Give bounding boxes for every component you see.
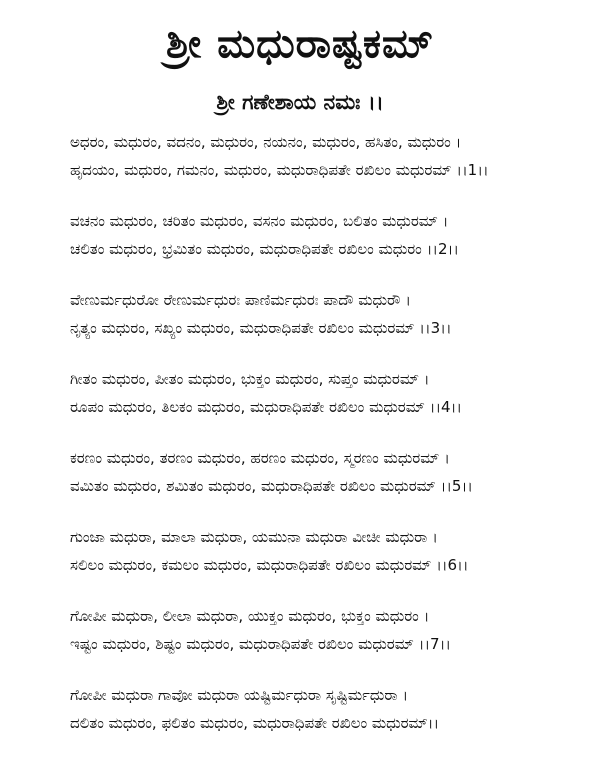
stanza-1 <box>70 128 570 184</box>
document-subtitle: ಶ್ರೀ ಗಣೇಶಾಯ ನಮಃ ।। <box>216 90 384 114</box>
verse-line: ಅಧರಂ, ಮಧುರಂ, ವದನಂ, ಮಧುರಂ, ನಯನಂ, ಮಧುರಂ, ಹಸಿತಂ, ಮಧುರಂ । <box>70 133 462 151</box>
verse-line: ಗೋಪೀ ಮಧುರಾ ಗಾವೋ ಮಧುರಾ ಯಷ್ಟಿರ್ಮಧುರಾ ಸೃಷ್ಟಿರ್ಮಧುರಾ । <box>70 686 409 704</box>
verse-list <box>70 128 570 760</box>
verse-line: ಕರಣಂ ಮಧುರಂ, ತರಣಂ ಮಧುರಂ, ಹರಣಂ ಮಧುರಂ, ಸ್ಮರಣಂ ಮಧುರಮ್ । <box>70 449 450 467</box>
stanza-6 <box>70 523 570 579</box>
stanza-5 <box>70 444 570 500</box>
stanza-4 <box>70 365 570 421</box>
stanza-8 <box>70 681 570 737</box>
verse-line: ವಮಿತಂ ಮಧುರಂ, ಶಮಿತಂ ಮಧುರಂ, ಮಧುರಾಧಿಪತೇ ರಖಿಲಂ ಮಧುರಮ್ ।।5।। <box>70 477 473 495</box>
verse-line: ಗೀತಂ ಮಧುರಂ, ಪೀತಂ ಮಧುರಂ, ಭುಕ್ತಂ ಮಧುರಂ, ಸುಪ್ತಂ ಮಧುರಮ್ । <box>70 370 430 388</box>
document-title: ಶ್ರೀ ಮಧುರಾಷ್ಟಕಮ್ <box>165 21 435 67</box>
stanza-3 <box>70 286 570 342</box>
stanza-2 <box>70 207 570 263</box>
verse-line: ಗುಂಜಾ ಮಧುರಾ, ಮಾಲಾ ಮಧುರಾ, ಯಮುನಾ ಮಧುರಾ ವೀಚೀ ಮಧುರಾ । <box>70 528 438 546</box>
verse-line: ನೃತ್ಯಂ ಮಧುರಂ, ಸಖ್ಯಂ ಮಧುರಂ, ಮಧುರಾಧಿಪತೇ ರಖಿಲಂ ಮಧುರಮ್ ।।3।। <box>70 319 452 337</box>
verse-line: ವಚನಂ ಮಧುರಂ, ಚರಿತಂ ಮಧುರಂ, ವಸನಂ ಮಧುರಂ, ಬಲಿತಂ ಮಧುರಮ್ । <box>70 212 449 230</box>
verse-line: ದಲಿತಂ ಮಧುರಂ, ಫಲಿತಂ ಮಧುರಂ, ಮಧುರಾಧಿಪತೇ ರಖಿಲಂ ಮಧುರಮ್।। <box>70 714 440 732</box>
verse-line: ರೂಪಂ ಮಧುರಂ, ತಿಲಕಂ ಮಧುರಂ, ಮಧುರಾಧಿಪತೇ ರಖಿಲಂ ಮಧುರಮ್ ।।4।। <box>70 398 462 416</box>
verse-line: ಚಲಿತಂ ಮಧುರಂ, ಭ್ರಮಿತಂ ಮಧುರಂ, ಮಧುರಾಧಿಪತೇ ರಖಿಲಂ ಮಧುರಂ ।।2।। <box>70 240 459 258</box>
verse-line: ಸಲಿಲಂ ಮಧುರಂ, ಕಮಲಂ ಮಧುರಂ, ಮಧುರಾಧಿಪತೇ ರಖಿಲಂ ಮಧುರಮ್ ।।6।। <box>70 556 469 574</box>
stanza-7 <box>70 602 570 658</box>
verse-line: ವೇಣುರ್ಮಧುರೋ ರೇಣುರ್ಮಧುರಃ ಪಾಣಿರ್ಮಧುರಃ ಪಾದೌ ಮಧುರೌ । <box>70 291 411 309</box>
verse-line: ಇಷ್ಟಂ ಮಧುರಂ, ಶಿಷ್ಟಂ ಮಧುರಂ, ಮಧುರಾಧಿಪತೇ ರಖಿಲಂ ಮಧುರಮ್ ।।7।। <box>70 635 451 653</box>
verse-line: ಹೃದಯಂ, ಮಧುರಂ, ಗಮನಂ, ಮಧುರಂ, ಮಧುರಾಧಿಪತೇ ರಖಿಲಂ ಮಧುರಮ್ ।।1।। <box>70 161 489 179</box>
verse-line: ಗೋಪೀ ಮಧುರಾ, ಲೀಲಾ ಮಧುರಾ, ಯುಕ್ತಂ ಮಧುರಂ, ಭುಕ್ತಂ ಮಧುರಂ । <box>70 607 430 625</box>
